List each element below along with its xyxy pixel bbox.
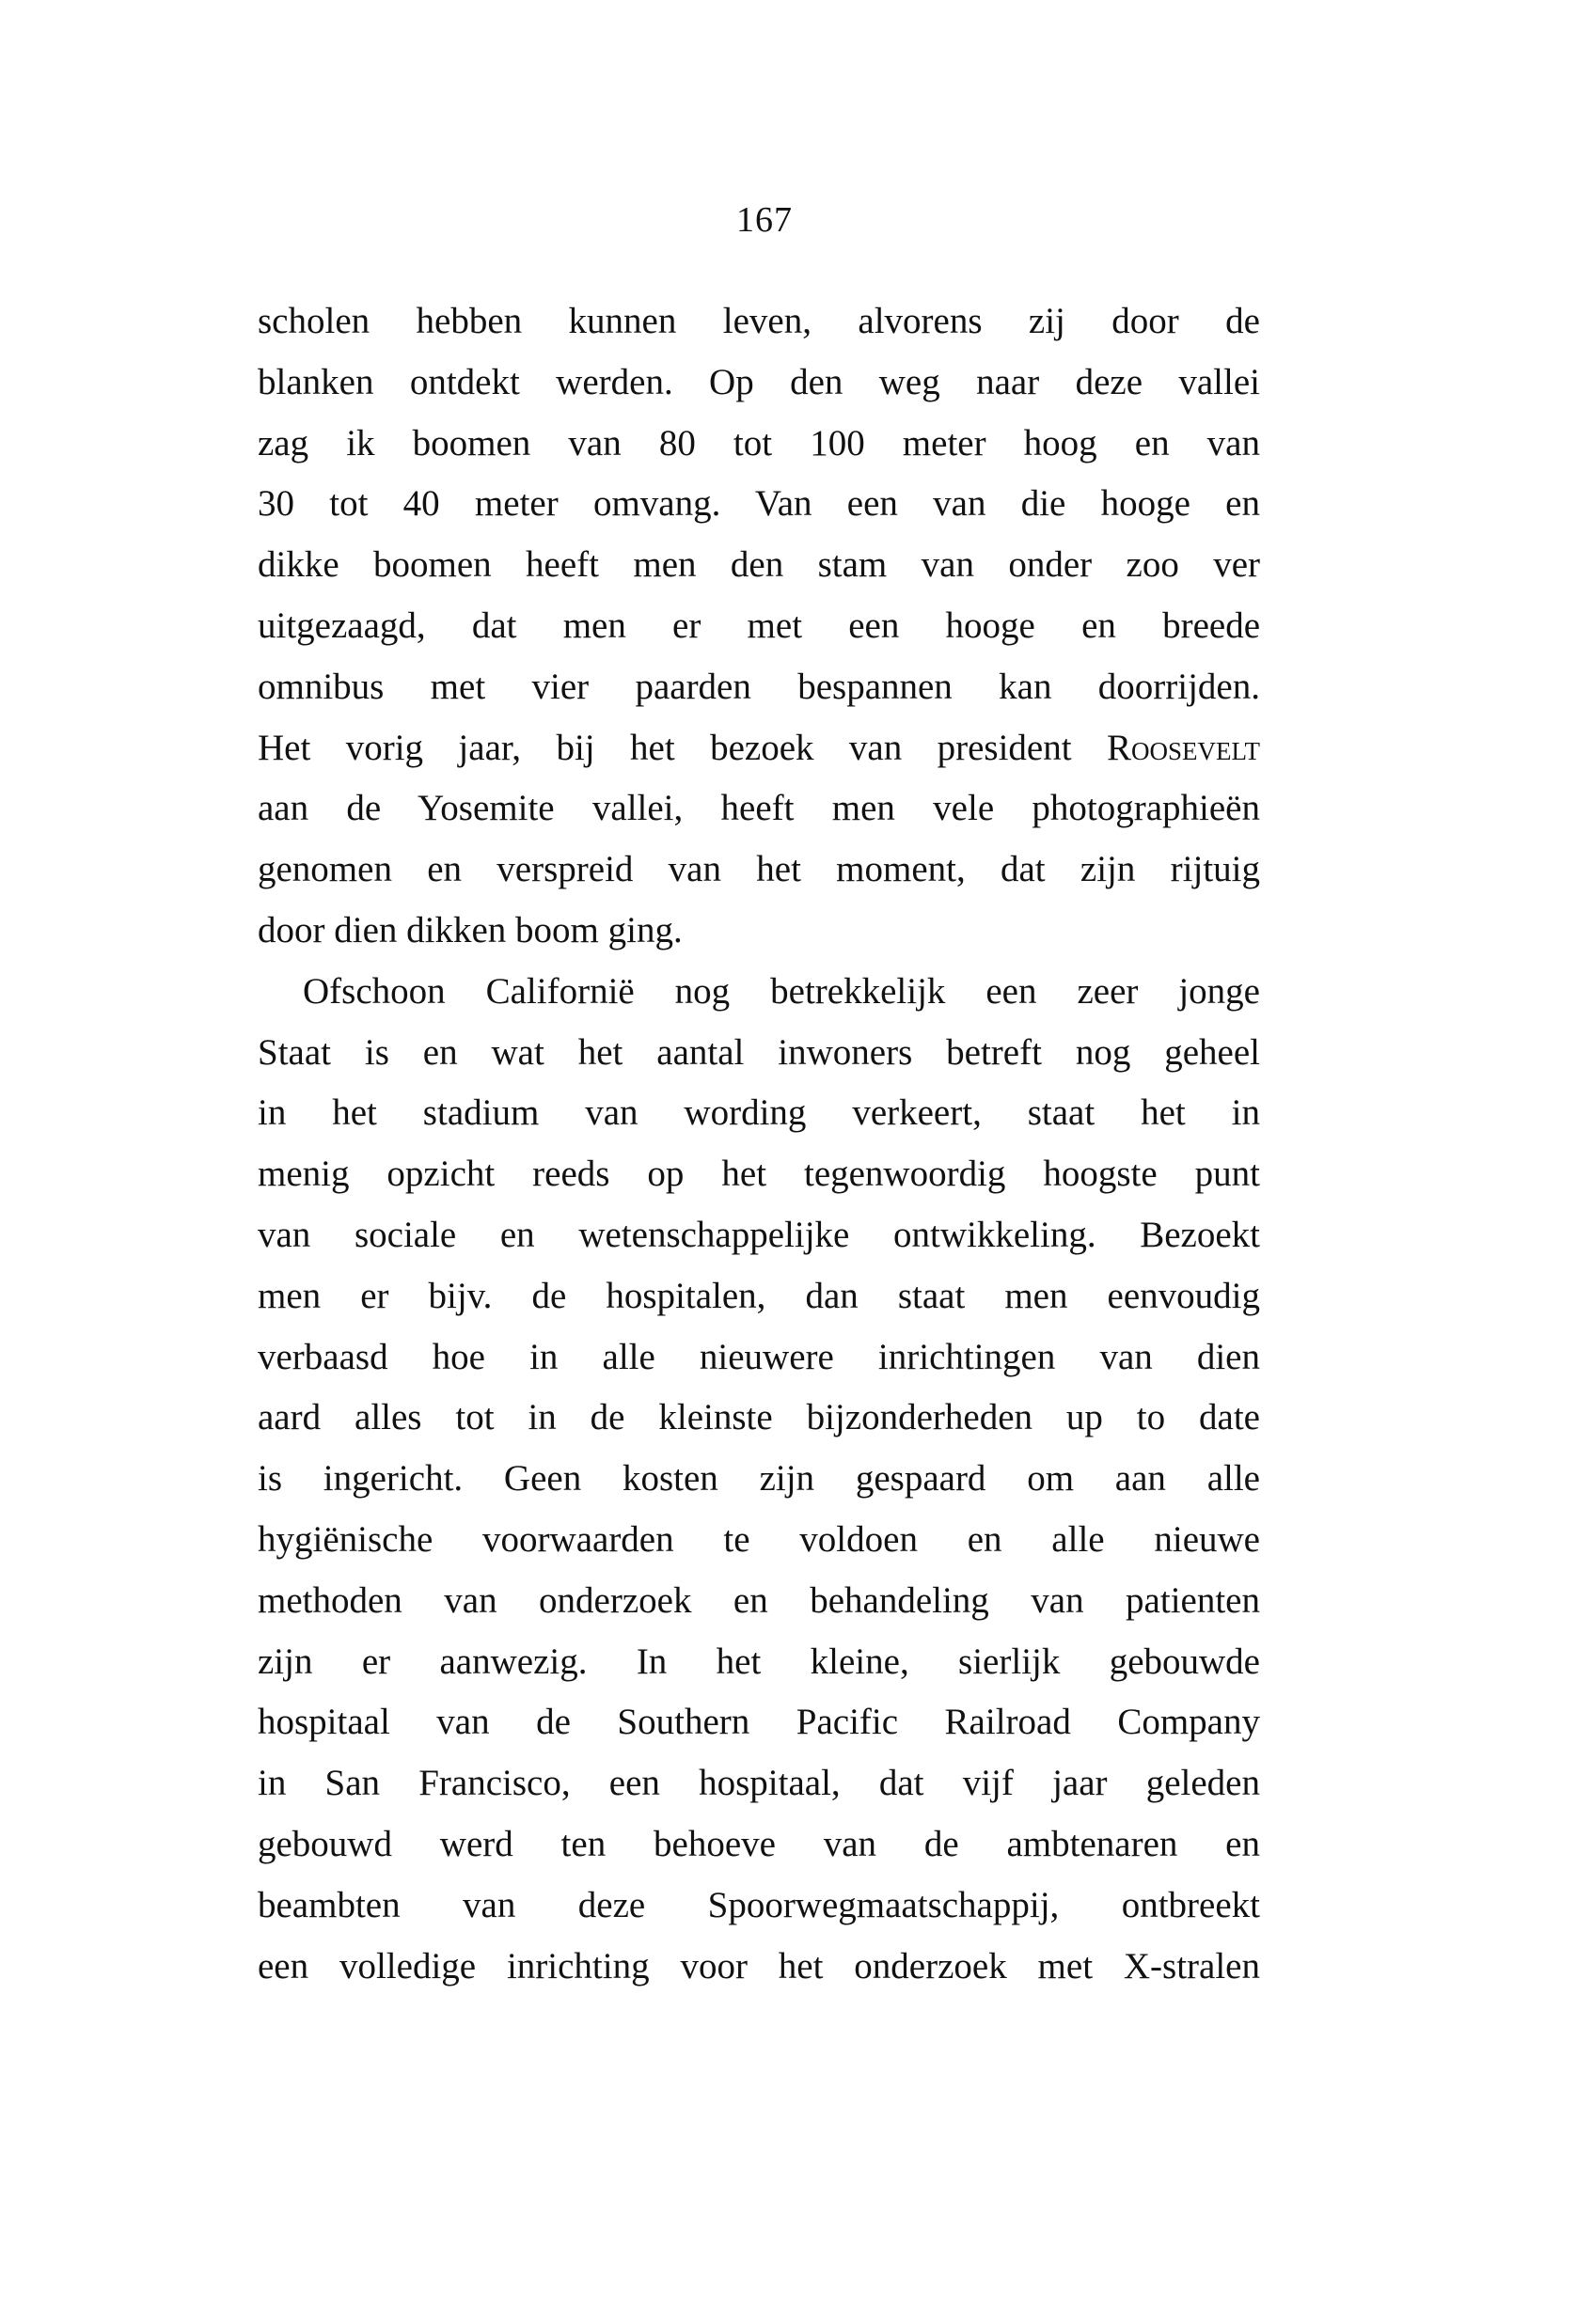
text-line: Ofschoon Californië nog betrekkelijk een zeer jonge — [303, 970, 1260, 1012]
text-line: hygiënische voorwaarden te voldoen en alle nieuwe — [258, 1518, 1260, 1560]
page-number: 167 — [736, 200, 793, 240]
text-line: uitgezaagd, dat men er met een hooge en breede — [258, 605, 1260, 646]
text-line: is ingericht. Geen kosten zijn gespaard om aan alle — [258, 1458, 1260, 1500]
smallcaps-name: Roosevelt — [1106, 727, 1260, 768]
paragraph-2 — [258, 962, 1260, 1998]
text-line: beambten van deze Spoorwegmaatschappij, ontbreekt — [258, 1884, 1260, 1925]
text-line — [258, 718, 1260, 779]
text-line: verbaasd hoe in alle nieuwere inrichtingen van dien — [258, 1336, 1260, 1377]
text-segment: Het vorig jaar, bij het bezoek van president — [258, 727, 1107, 768]
paragraph-1 — [258, 291, 1260, 962]
text-line: Staat is en wat het aantal inwoners betreft nog geheel — [258, 1031, 1260, 1073]
text-line: menig opzicht reeds op het tegenwoordig hoogste punt — [258, 1154, 1260, 1195]
text-line: van sociale en wetenschappelijke ontwikkeling. Bezoekt — [258, 1214, 1260, 1255]
text-line: een volledige inrichting voor het onderzoek met X-stralen — [258, 1945, 1260, 1986]
text-line: aan de Yosemite vallei, heeft men vele photographieën — [258, 788, 1260, 829]
text-line: hospitaal van de Southern Pacific Railroad Company — [258, 1702, 1260, 1743]
text-line: door dien dikken boom ging. — [258, 909, 683, 950]
body-text — [258, 291, 1260, 1997]
text-line: dikke boomen heeft men den stam van onder zoo ver — [258, 544, 1260, 586]
text-line: zijn er aanwezig. In het kleine, sierlijk gebouwde — [258, 1641, 1260, 1682]
text-line: gebouwd werd ten behoeve van de ambtenaren en — [258, 1823, 1260, 1864]
text-line: in het stadium van wording verkeert, staat het in — [258, 1092, 1260, 1134]
text-line: genomen en verspreid van het moment, dat zijn rijtuig — [258, 849, 1260, 890]
text-line: methoden van onderzoek en behandeling van patienten — [258, 1579, 1260, 1621]
text-line: scholen hebben kunnen leven, alvorens zij door de — [258, 301, 1260, 341]
text-line: blanken ontdekt werden. Op den weg naar deze vallei — [258, 361, 1260, 402]
text-line: in San Francisco, een hospitaal, dat vijf jaar geleden — [258, 1763, 1260, 1804]
text-line: 30 tot 40 meter omvang. Van een van die hooge en — [258, 483, 1260, 525]
text-line: zag ik boomen van 80 tot 100 meter hoog en van — [258, 422, 1260, 463]
text-line: aard alles tot in de kleinste bijzonderheden up to date — [258, 1397, 1260, 1438]
text-line: omnibus met vier paarden bespannen kan doorrijden. — [258, 666, 1260, 707]
text-line: men er bijv. de hospitalen, dan staat men eenvoudig — [258, 1275, 1260, 1316]
